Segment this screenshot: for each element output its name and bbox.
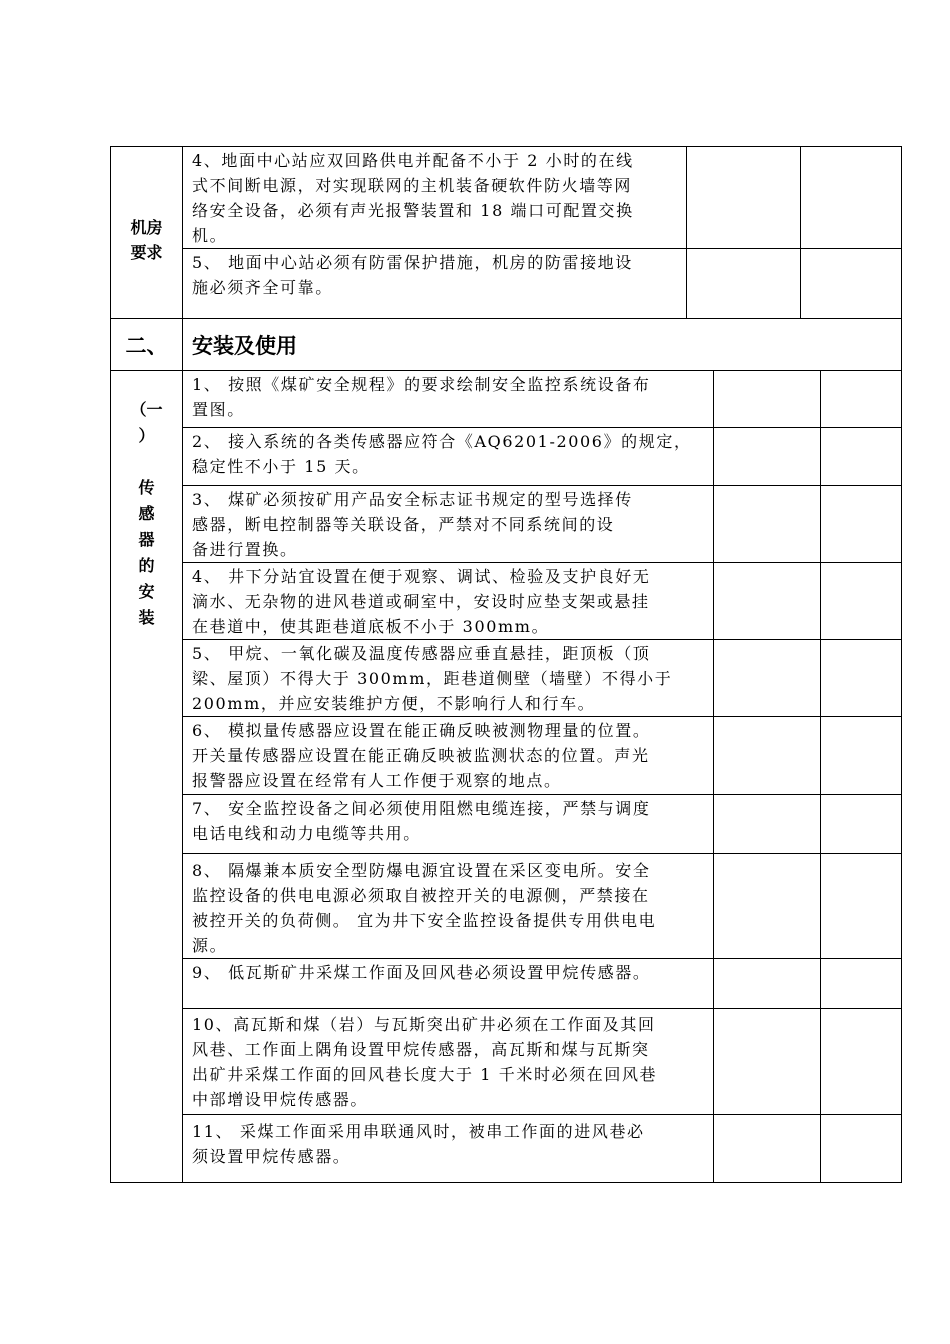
sensor-row-6 [111,717,902,795]
sensor-check-divider-5a [713,640,714,716]
sensor-row-11 [111,1115,902,1183]
sensor-row-2 [111,428,902,486]
sensor-item-5: 5、 甲烷、一氧化碳及温度传感器应垂直悬挂，距顶板（顶 梁、屋顶）不得大于 300mm，距巷道侧壁（墙壁）不得小于 200mm，并应安装维护方便，不影响行人和行车。 [192,644,673,713]
sensor-check-divider-7b [820,795,821,853]
sensor-item-9: 9、 低瓦斯矿井采煤工作面及回风巷必须设置甲烷传感器。 [192,963,651,982]
sensor-row-10 [111,1009,902,1115]
sensor-check-divider-1b [820,371,821,427]
sensor-check-divider-6b [820,717,821,794]
sensor-row-1 [111,371,902,428]
section-title: 安装及使用 [183,319,902,371]
sensor-check-divider-10b [820,1009,821,1114]
sensor-check-divider-2a [713,428,714,485]
sensor-check-divider-4a [713,563,714,639]
sensor-item-9-cell [183,959,902,1009]
sensor-check-divider-9b [820,959,821,1008]
sensor-check-divider-7a [713,795,714,853]
sensor-item-7-cell [183,795,902,854]
room-check-4a [687,147,801,249]
sensor-row-3 [111,486,902,563]
sensor-row-8 [111,854,902,959]
section-number: 二、 [111,319,183,371]
sensor-check-divider-9a [713,959,714,1008]
sensor-check-divider-5b [820,640,821,716]
sensor-item-3-cell [183,486,902,563]
sensor-item-8: 8、 隔爆兼本质安全型防爆电源宜设置在采区变电所。安全 监控设备的供电电源必须取自被控开关的电源侧，严禁接在 被控开关的负荷侧。 宜为井下安全监控设备提供专用供电电 源。 [192,861,657,955]
sensor-check-divider-2b [820,428,821,485]
sensor-row-7 [111,795,902,854]
room-item-4: 4、地面中心站应双回路供电并配备不小于 2 小时的在线 式不间断电源，对实现联网的主机装备硬软件防火墙等网 络安全设备，必须有声光报警装置和 18 端口可配置交换 机。 [192,151,634,245]
room-row-5 [111,249,902,319]
room-check-5b [801,249,902,319]
sensor-check-divider-6a [713,717,714,794]
room-row-4 [111,147,902,249]
sensor-check-divider-4b [820,563,821,639]
room-category: 机房 要求 [130,217,163,262]
sensor-item-11-cell [183,1115,902,1183]
sensor-item-10: 10、高瓦斯和煤（岩）与瓦斯突出矿井必须在工作面及其回 风巷、工作面上隅角设置甲烷传感器，高瓦斯和煤与瓦斯突 出矿井采煤工作面的回风巷长度大于 1 千米时必须在回风巷 中部增设甲烷传感器。 [192,1015,658,1109]
sensor-item-11: 11、 采煤工作面采用串联通风时，被串工作面的进风巷必 须设置甲烷传感器。 [192,1122,645,1166]
room-check-4b [801,147,902,249]
sensor-item-8-cell [183,854,902,959]
sensor-category-cell [111,371,183,1183]
room-check-5a [687,249,801,319]
section-header-row [111,319,902,371]
sensor-item-2-cell [183,428,902,486]
sensor-item-3: 3、 煤矿必须按矿用产品安全标志证书规定的型号选择传 感器，断电控制器等关联设备，严禁对不同系统间的设 备进行置换。 [192,490,633,559]
sensor-item-1: 1、 按照《煤矿安全规程》的要求绘制安全监控系统设备布 置图。 [192,375,651,419]
sensor-item-5-cell [183,640,902,717]
room-item-4-cell [183,147,687,249]
sensor-row-9 [111,959,902,1009]
sensor-check-divider-3b [820,486,821,562]
sensor-check-divider-11b [820,1115,821,1182]
sensor-row-4 [111,563,902,640]
sensor-check-divider-10a [713,1009,714,1114]
sensor-check-divider-8b [820,854,821,958]
sensor-check-divider-11a [713,1115,714,1182]
sensor-item-4-cell [183,563,902,640]
sensor-check-divider-8a [713,854,714,958]
sensor-row-5 [111,640,902,717]
sensor-item-1-cell [183,371,902,428]
room-category-cell [111,147,183,319]
sensor-item-6: 6、 模拟量传感器应设置在能正确反映被测物理量的位置。 开关量传感器应设置在能正确反映被监测状态的位置。声光 报警器应设置在经常有人工作便于观察的地点。 [192,721,651,790]
sensor-category: （一 ） 传 感 器 的 安 装 [130,400,163,627]
room-item-5: 5、 地面中心站必须有防雷保护措施，机房的防雷接地设 施必须齐全可靠。 [192,253,633,297]
room-item-5-cell [183,249,687,319]
inspection-table [110,146,902,1183]
sensor-item-2: 2、 接入系统的各类传感器应符合《AQ6201-2006》的规定， 稳定性不小于 15 天。 [192,432,692,476]
sensor-item-10-cell [183,1009,902,1115]
sensor-check-divider-1a [713,371,714,427]
sensor-item-7: 7、 安全监控设备之间必须使用阻燃电缆连接，严禁与调度 电话电线和动力电缆等共用。 [192,799,651,843]
sensor-check-divider-3a [713,486,714,562]
sensor-item-6-cell [183,717,902,795]
sensor-item-4: 4、 井下分站宜设置在便于观察、调试、检验及支护良好无 滴水、无杂物的进风巷道或硐室中，安设时应垫支架或悬挂 在巷道中，使其距巷道底板不小于 300mm。 [192,567,651,636]
